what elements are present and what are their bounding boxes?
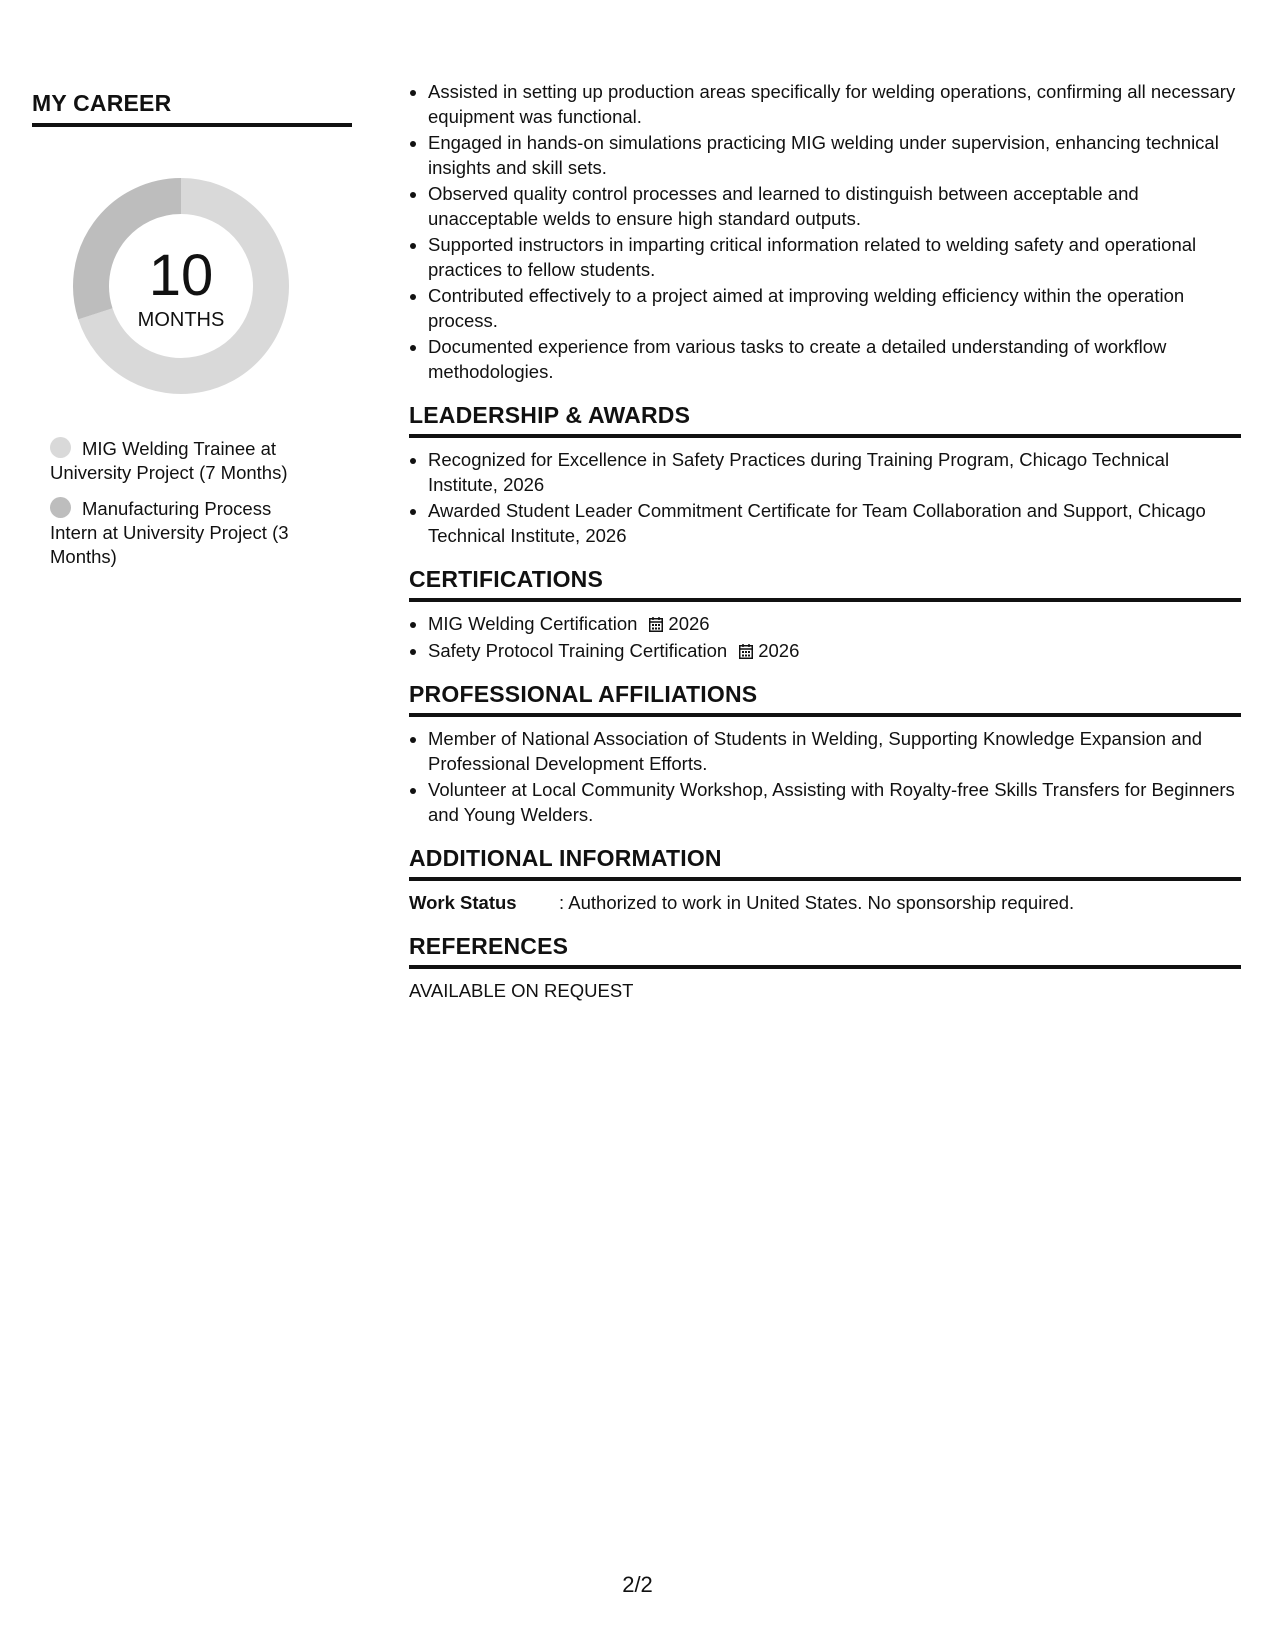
career-heading: MY CAREER [32,90,352,127]
affiliations-heading: PROFESSIONAL AFFILIATIONS [409,681,1241,717]
leadership-item: • Awarded Student Leader Commitment Certificate for Team Collaboration and Support, Chicago Technical Institute, 2026 [428,499,1241,548]
career-sidebar [32,90,352,581]
work-status-row [409,891,1241,915]
references-heading: REFERENCES [409,933,1241,969]
legend-dot [50,497,71,518]
work-status-value: : Authorized to work in United States. No sponsorship required. [559,892,1075,913]
leadership-list [409,448,1241,548]
total-months-number: 10 [148,242,214,308]
calendar-icon [739,644,753,659]
additional-info-heading: ADDITIONAL INFORMATION [409,845,1241,881]
experience-bullet: • Contributed effectively to a project aimed at improving welding efficiency within the operation process. [428,284,1241,333]
legend-item [50,497,310,569]
work-status-label: Work Status [409,892,517,913]
certification-item [428,612,1241,637]
leadership-section [409,402,1241,548]
affiliation-item: • Volunteer at Local Community Workshop, Assisting with Royalty-free Skills Transfers for Beginners and Young Welders. [428,778,1241,827]
experience-bullet-list [409,80,1241,384]
certification-name: Safety Protocol Training Certification [428,639,728,661]
certification-year: 2026 [668,613,710,634]
main-content [409,80,1241,1003]
references-section [409,933,1241,1003]
experience-bullet: • Supported instructors in imparting critical information related to welding safety and operational practices to fellow students. [428,233,1241,282]
calendar-icon [649,617,663,632]
certification-name: MIG Welding Certification [428,613,638,634]
certifications-section [409,566,1241,663]
page-number: 2/2 [622,1572,653,1597]
experience-bullet: • Engaged in hands-on simulations practicing MIG welding under supervision, enhancing technical insights and skill sets. [428,131,1241,180]
certification-date [739,640,799,661]
leadership-heading: LEADERSHIP & AWARDS [409,402,1241,438]
additional-info-section [409,845,1241,915]
affiliation-item: • Member of National Association of Students in Welding, Supporting Knowledge Expansion and Professional Development Efforts. [428,727,1241,776]
legend-item [50,437,310,485]
certifications-list [409,612,1241,663]
certification-item [428,639,1241,664]
leadership-item: • Recognized for Excellence in Safety Practices during Training Program, Chicago Technical Institute, 2026 [428,448,1241,497]
references-text: AVAILABLE ON REQUEST [409,980,634,1001]
career-legend [50,437,352,569]
legend-dot [50,437,71,458]
legend-label: Manufacturing Process Intern at University Project (3 Months) [50,498,289,567]
legend-label: MIG Welding Trainee at University Project (7 Months) [50,438,288,483]
certification-date [649,613,709,634]
total-months-unit: MONTHS [137,308,225,331]
career-donut-chart [66,171,296,401]
experience-bullet: • Documented experience from various tasks to create a detailed understanding of workflow methodologies. [428,335,1241,384]
affiliations-list [409,727,1241,827]
affiliations-section [409,681,1241,827]
certifications-heading: CERTIFICATIONS [409,566,1241,602]
experience-bullet: • Assisted in setting up production areas specifically for welding operations, confirming all necessary equipment was functional. [428,80,1241,129]
experience-bullet: • Observed quality control processes and learned to distinguish between acceptable and unacceptable welds to ensure high standard outputs. [428,182,1241,231]
donut-center [66,171,296,401]
certification-year: 2026 [758,639,800,661]
